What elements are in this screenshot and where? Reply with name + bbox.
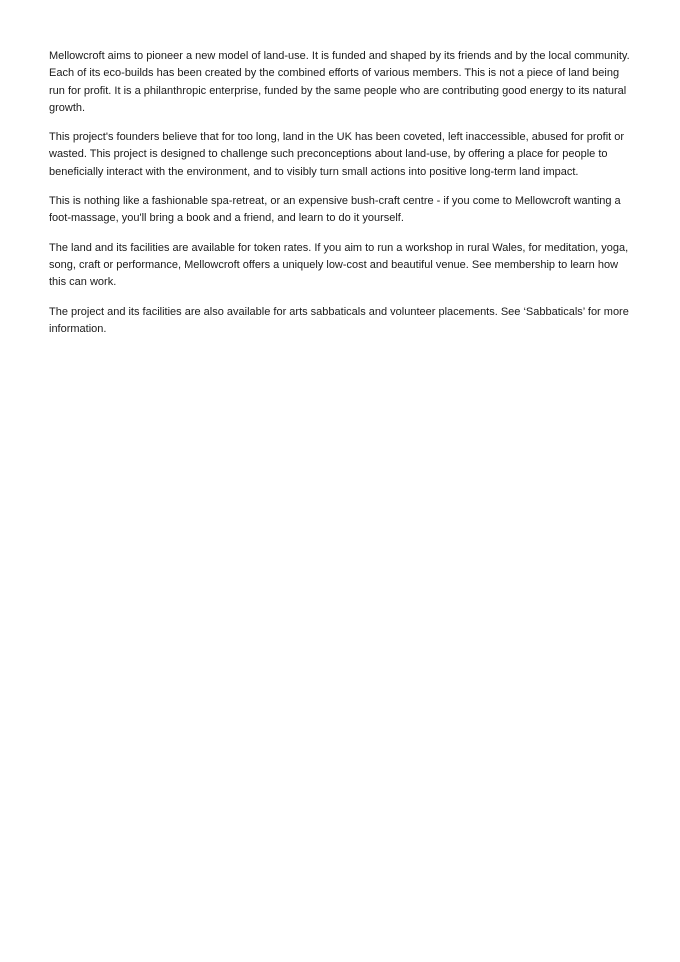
document-body bbox=[49, 48, 634, 350]
paragraph-token-rates: The land and its facilities are available for token rates. If you aim to run a workshop in rural Wales, for meditation, yoga, song, craft or performance, Mellowcroft offers a uniquely low-cost and beautiful venue. See membership to learn how this can work. bbox=[49, 241, 629, 289]
paragraph-founders-belief: This project's founders believe that for too long, land in the UK has been coveted, left inaccessible, abused for profit or wasted. This project is designed to challenge such preconceptions about land-use, by offering a place for people to beneficially interact with the environment, and to visibly turn small actions into positive long-term land impact. bbox=[49, 131, 625, 178]
paragraph-sabbaticals: The project and its facilities are also available for arts sabbaticals and volunteer placements. See ‘Sabbaticals’ for more information. bbox=[49, 305, 629, 335]
paragraph-not-a-spa: This is nothing like a fashionable spa-retreat, or an expensive bush-craft centre - if you come to Mellowcroft wanting a foot-massage, you'll bring a book and a friend, and learn to do it yourself. bbox=[49, 195, 621, 225]
paragraph-mission: Mellowcroft aims to pioneer a new model of land-use. It is funded and shaped by its friends and by the local community. Each of its eco-builds has been created by the combined efforts of various members. This is not a piece of land being run for profit. It is a philanthropic enterprise, funded by the same people who are contributing good energy to its natural growth. bbox=[49, 50, 630, 114]
